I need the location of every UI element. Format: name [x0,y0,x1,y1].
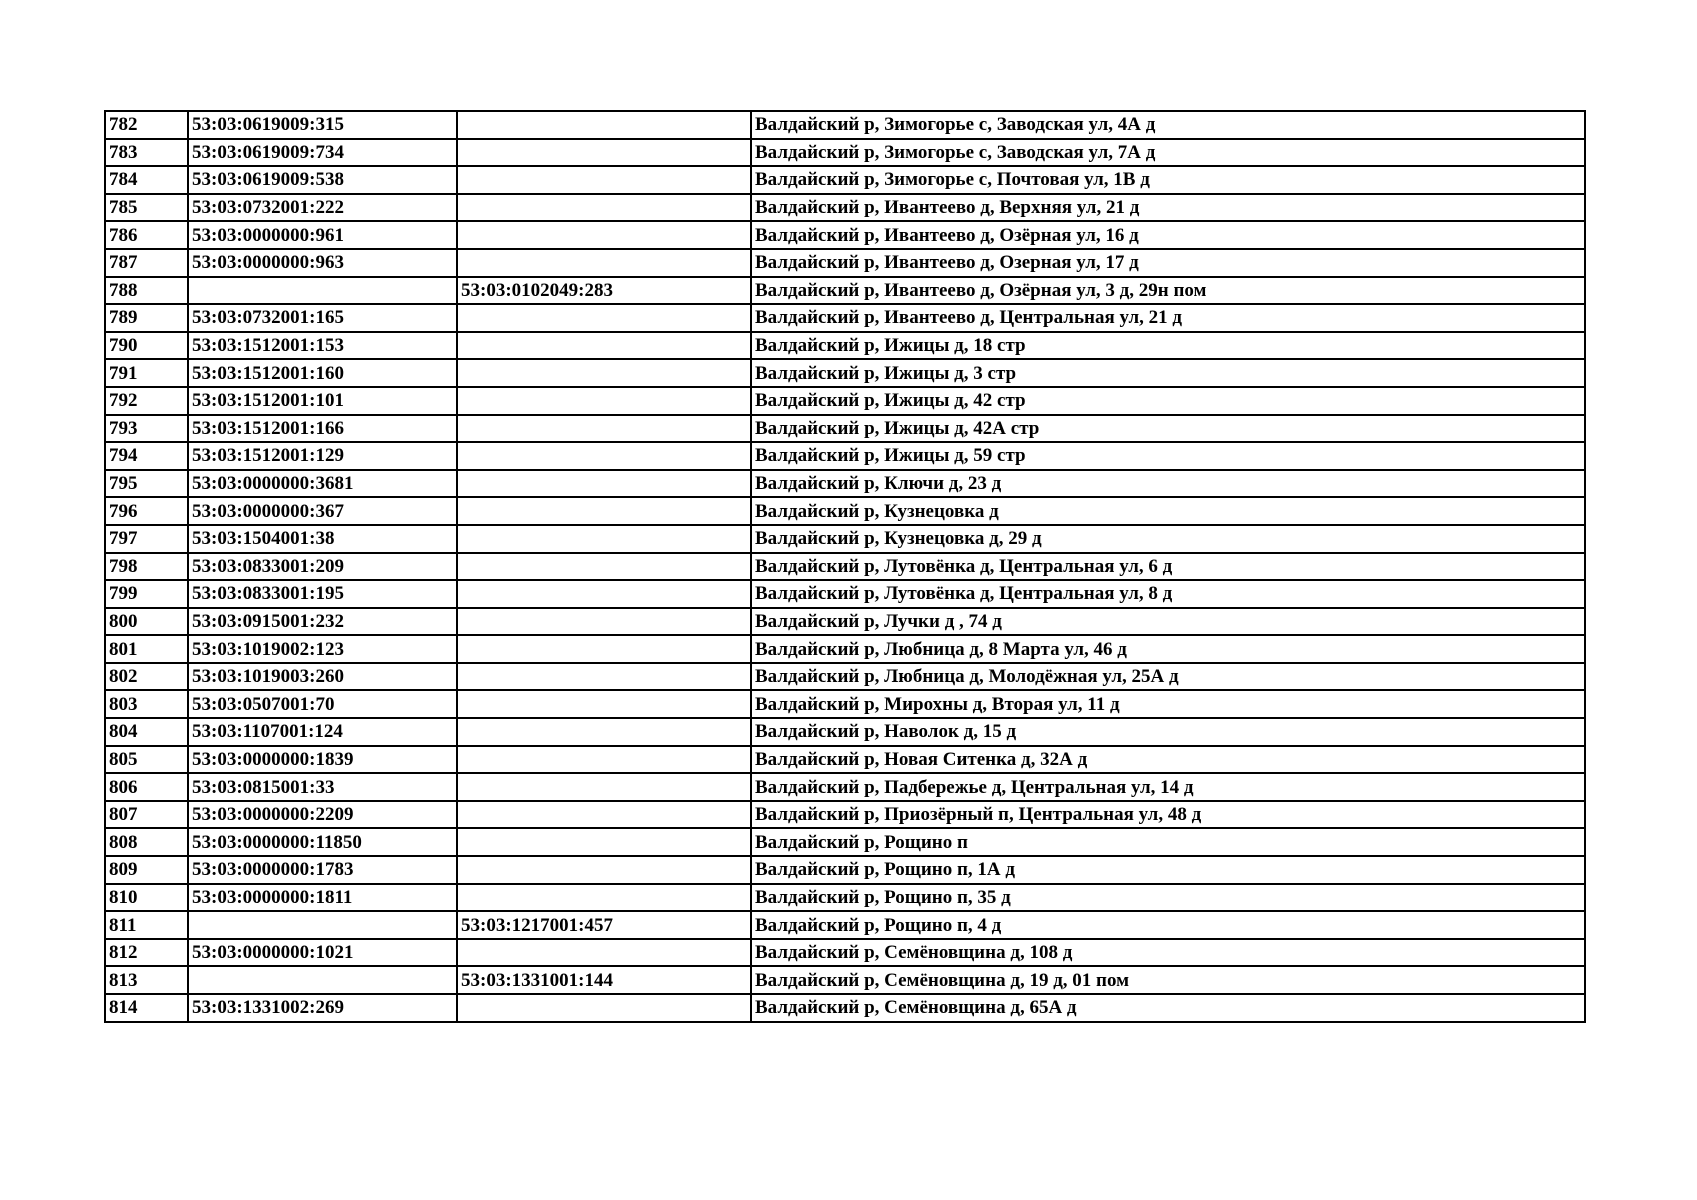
row-number-cell: 800 [105,608,188,636]
cadastral-number-cell: 53:03:1019002:123 [188,635,457,663]
room-cadastral-number-cell [457,525,751,553]
cadastral-number-cell: 53:03:0915001:232 [188,608,457,636]
cadastral-number-cell: 53:03:0000000:367 [188,497,457,525]
table-row [105,801,1585,829]
table-row [105,111,1585,139]
cadastral-number-cell: 53:03:1019003:260 [188,663,457,691]
table-row [105,580,1585,608]
cadastral-number-cell: 53:03:0732001:165 [188,304,457,332]
room-cadastral-number-cell [457,442,751,470]
table-row [105,359,1585,387]
cadastral-number-cell [188,277,457,305]
table-row [105,828,1585,856]
cadastral-number-cell: 53:03:1512001:153 [188,332,457,360]
table-row [105,911,1585,939]
address-cell: Валдайский р, Мирохны д, Вторая ул, 11 д [751,690,1585,718]
address-cell: Валдайский р, Ижицы д, 42А стр [751,415,1585,443]
address-cell: Валдайский р, Наволок д, 15 д [751,718,1585,746]
table-row [105,277,1585,305]
address-cell: Валдайский р, Любница д, Молодёжная ул, 25А д [751,663,1585,691]
cadastral-number-cell: 53:03:0000000:11850 [188,828,457,856]
table-row [105,442,1585,470]
table-row [105,746,1585,774]
address-cell: Валдайский р, Лутовёнка д, Центральная ул, 8 д [751,580,1585,608]
cadastral-number-cell: 53:03:0000000:961 [188,221,457,249]
row-number-cell: 804 [105,718,188,746]
cadastral-number-cell: 53:03:0000000:2209 [188,801,457,829]
room-cadastral-number-cell [457,359,751,387]
room-cadastral-number-cell [457,194,751,222]
room-cadastral-number-cell [457,249,751,277]
table-row [105,249,1585,277]
room-cadastral-number-cell [457,553,751,581]
address-cell: Валдайский р, Ивантеево д, Озёрная ул, 16 д [751,221,1585,249]
table-row [105,690,1585,718]
table-row [105,221,1585,249]
address-cell: Валдайский р, Рощино п, 35 д [751,884,1585,912]
cadastral-number-cell: 53:03:1512001:101 [188,387,457,415]
row-number-cell: 805 [105,746,188,774]
table-row [105,663,1585,691]
table-row [105,332,1585,360]
row-number-cell: 801 [105,635,188,663]
cadastral-number-cell: 53:03:1107001:124 [188,718,457,746]
address-cell: Валдайский р, Семёновщина д, 108 д [751,939,1585,967]
room-cadastral-number-cell [457,939,751,967]
room-cadastral-number-cell [457,415,751,443]
address-cell: Валдайский р, Падбережье д, Центральная ул, 14 д [751,773,1585,801]
room-cadastral-number-cell [457,470,751,498]
cadastral-number-cell [188,966,457,994]
row-number-cell: 807 [105,801,188,829]
table-row [105,608,1585,636]
room-cadastral-number-cell [457,139,751,167]
room-cadastral-number-cell [457,387,751,415]
address-cell: Валдайский р, Рощино п, 1А д [751,856,1585,884]
room-cadastral-number-cell [457,221,751,249]
cadastral-number-cell: 53:03:0000000:1021 [188,939,457,967]
table-row [105,304,1585,332]
cadastral-number-cell: 53:03:1331002:269 [188,994,457,1022]
row-number-cell: 810 [105,884,188,912]
table-row [105,139,1585,167]
room-cadastral-number-cell [457,690,751,718]
room-cadastral-number-cell [457,111,751,139]
row-number-cell: 809 [105,856,188,884]
row-number-cell: 782 [105,111,188,139]
row-number-cell: 806 [105,773,188,801]
row-number-cell: 786 [105,221,188,249]
cadastral-number-cell: 53:03:0815001:33 [188,773,457,801]
address-cell: Валдайский р, Ижицы д, 3 стр [751,359,1585,387]
row-number-cell: 813 [105,966,188,994]
room-cadastral-number-cell [457,994,751,1022]
room-cadastral-number-cell: 53:03:1331001:144 [457,966,751,994]
table-row [105,718,1585,746]
room-cadastral-number-cell [457,856,751,884]
row-number-cell: 802 [105,663,188,691]
cadastral-number-cell: 53:03:1512001:129 [188,442,457,470]
table-row [105,773,1585,801]
room-cadastral-number-cell [457,663,751,691]
row-number-cell: 799 [105,580,188,608]
row-number-cell: 788 [105,277,188,305]
address-cell: Валдайский р, Кузнецовка д [751,497,1585,525]
cadastral-number-cell: 53:03:0619009:315 [188,111,457,139]
row-number-cell: 791 [105,359,188,387]
row-number-cell: 811 [105,911,188,939]
room-cadastral-number-cell [457,801,751,829]
table-row [105,415,1585,443]
row-number-cell: 793 [105,415,188,443]
address-cell: Валдайский р, Любница д, 8 Марта ул, 46 д [751,635,1585,663]
cadastral-number-cell: 53:03:1504001:38 [188,525,457,553]
table-row [105,387,1585,415]
room-cadastral-number-cell [457,635,751,663]
row-number-cell: 814 [105,994,188,1022]
address-cell: Валдайский р, Рощино п, 4 д [751,911,1585,939]
address-cell: Валдайский р, Кузнецовка д, 29 д [751,525,1585,553]
room-cadastral-number-cell [457,828,751,856]
address-cell: Валдайский р, Ивантеево д, Центральная ул, 21 д [751,304,1585,332]
table-row [105,470,1585,498]
room-cadastral-number-cell: 53:03:0102049:283 [457,277,751,305]
cadastral-number-cell [188,911,457,939]
row-number-cell: 787 [105,249,188,277]
room-cadastral-number-cell [457,304,751,332]
room-cadastral-number-cell [457,166,751,194]
cadastral-number-cell: 53:03:1512001:166 [188,415,457,443]
cadastral-number-cell: 53:03:0619009:538 [188,166,457,194]
table-row [105,553,1585,581]
address-cell: Валдайский р, Ивантеево д, Озерная ул, 17 д [751,249,1585,277]
address-cell: Валдайский р, Ивантеево д, Озёрная ул, 3 д, 29н пом [751,277,1585,305]
table-row [105,856,1585,884]
row-number-cell: 798 [105,553,188,581]
cadastral-number-cell: 53:03:0000000:3681 [188,470,457,498]
address-cell: Валдайский р, Лучки д , 74 д [751,608,1585,636]
table-row [105,166,1585,194]
table-row [105,994,1585,1022]
row-number-cell: 812 [105,939,188,967]
row-number-cell: 783 [105,139,188,167]
cadastral-number-cell: 53:03:0000000:1811 [188,884,457,912]
table-row [105,966,1585,994]
registry-table-body [105,111,1585,1022]
cadastral-number-cell: 53:03:0507001:70 [188,690,457,718]
row-number-cell: 794 [105,442,188,470]
room-cadastral-number-cell [457,718,751,746]
room-cadastral-number-cell [457,608,751,636]
table-row [105,525,1585,553]
row-number-cell: 790 [105,332,188,360]
table-row [105,939,1585,967]
address-cell: Валдайский р, Семёновщина д, 19 д, 01 пом [751,966,1585,994]
cadastral-number-cell: 53:03:0833001:209 [188,553,457,581]
address-cell: Валдайский р, Ивантеево д, Верхняя ул, 21 д [751,194,1585,222]
cadastral-number-cell: 53:03:0732001:222 [188,194,457,222]
address-cell: Валдайский р, Ижицы д, 59 стр [751,442,1585,470]
row-number-cell: 803 [105,690,188,718]
room-cadastral-number-cell: 53:03:1217001:457 [457,911,751,939]
table-row [105,884,1585,912]
row-number-cell: 796 [105,497,188,525]
room-cadastral-number-cell [457,884,751,912]
table-row [105,635,1585,663]
room-cadastral-number-cell [457,497,751,525]
row-number-cell: 784 [105,166,188,194]
table-row [105,497,1585,525]
address-cell: Валдайский р, Новая Ситенка д, 32А д [751,746,1585,774]
cadastral-number-cell: 53:03:0833001:195 [188,580,457,608]
address-cell: Валдайский р, Ижицы д, 18 стр [751,332,1585,360]
table-row [105,194,1585,222]
cadastral-number-cell: 53:03:0000000:963 [188,249,457,277]
address-cell: Валдайский р, Зимогорье с, Заводская ул, 4А д [751,111,1585,139]
row-number-cell: 785 [105,194,188,222]
address-cell: Валдайский р, Рощино п [751,828,1585,856]
cadastral-number-cell: 53:03:1512001:160 [188,359,457,387]
property-registry-table [104,110,1586,1023]
row-number-cell: 789 [105,304,188,332]
cadastral-number-cell: 53:03:0000000:1839 [188,746,457,774]
row-number-cell: 808 [105,828,188,856]
room-cadastral-number-cell [457,580,751,608]
address-cell: Валдайский р, Приозёрный п, Центральная ул, 48 д [751,801,1585,829]
row-number-cell: 792 [105,387,188,415]
address-cell: Валдайский р, Зимогорье с, Почтовая ул, 1В д [751,166,1585,194]
address-cell: Валдайский р, Лутовёнка д, Центральная ул, 6 д [751,553,1585,581]
address-cell: Валдайский р, Ключи д, 23 д [751,470,1585,498]
room-cadastral-number-cell [457,746,751,774]
room-cadastral-number-cell [457,332,751,360]
address-cell: Валдайский р, Семёновщина д, 65А д [751,994,1585,1022]
row-number-cell: 795 [105,470,188,498]
cadastral-number-cell: 53:03:0000000:1783 [188,856,457,884]
cadastral-number-cell: 53:03:0619009:734 [188,139,457,167]
address-cell: Валдайский р, Зимогорье с, Заводская ул, 7А д [751,139,1585,167]
room-cadastral-number-cell [457,773,751,801]
address-cell: Валдайский р, Ижицы д, 42 стр [751,387,1585,415]
row-number-cell: 797 [105,525,188,553]
